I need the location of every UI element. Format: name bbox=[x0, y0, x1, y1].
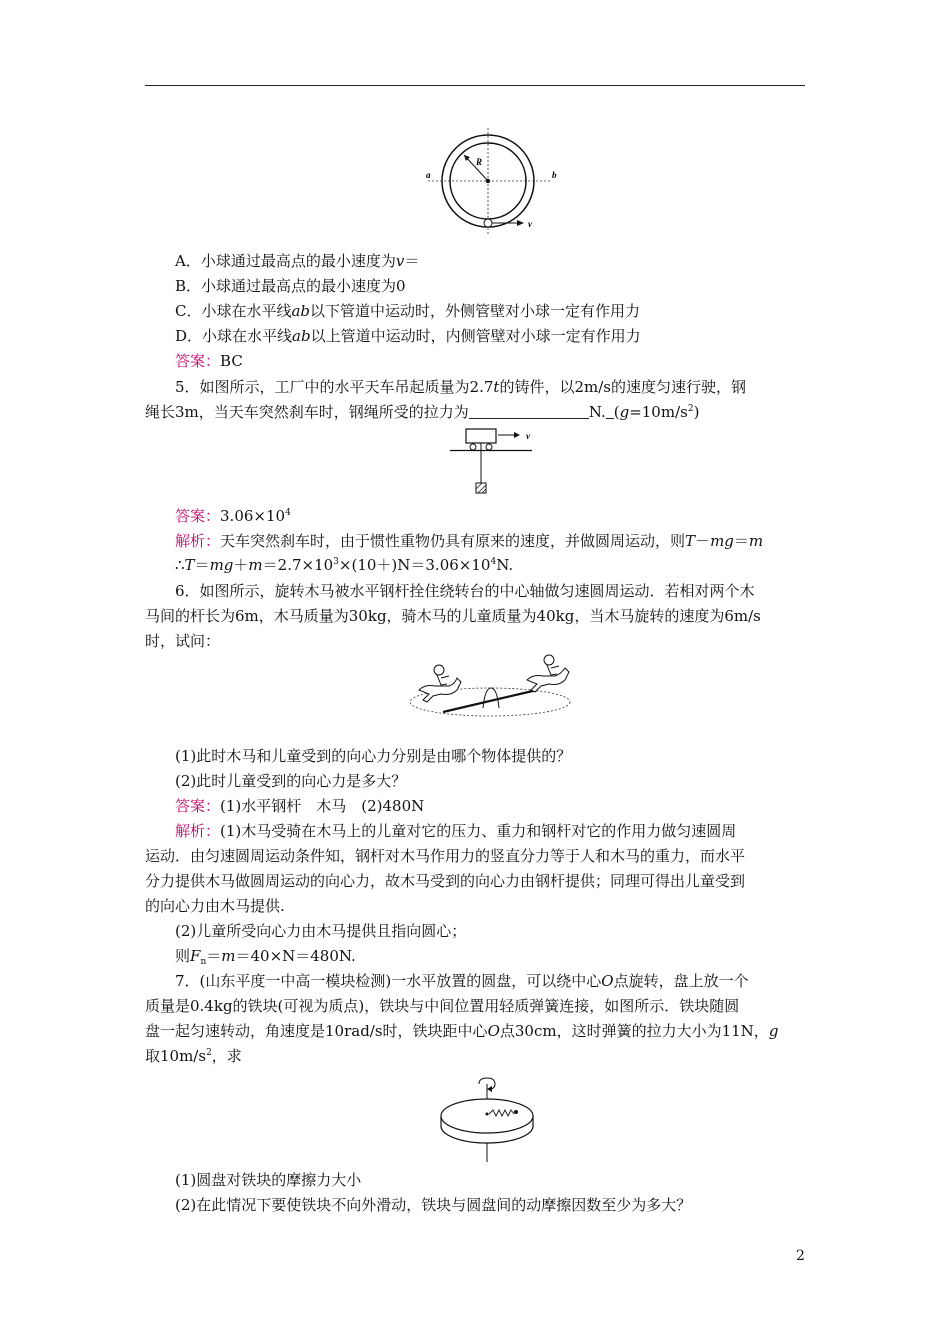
option-b: B．小球通过最高点的最小速度为0 bbox=[175, 277, 406, 295]
left-rider-body bbox=[437, 675, 449, 685]
q7-line1: 7．(山东平度一中高一模块检测)一水平放置的圆盘，可以绕中心O点旋转，盘上放一个 bbox=[175, 972, 749, 990]
q5-line2: 绳长3m，当天车突然刹车时，钢绳所受的拉力为 N. $(g=10m/s^2)$ bbox=[145, 403, 700, 421]
q6-analysis-line5: (2)儿童所受向心力由木马提供且指向圆心； bbox=[175, 922, 467, 940]
q6-analysis-line6: 则$F_n=m=40\times N=480N$. bbox=[175, 947, 356, 967]
q6-line1: 6．如图所示，旋转木马被水平钢杆拴住绕转台的中心轴做匀速圆周运动．若相对两个木 bbox=[175, 582, 755, 600]
page-number: 2 bbox=[796, 1248, 805, 1264]
blank-short bbox=[606, 404, 614, 419]
q7-line3: 盘一起匀速转动，角速度是10rad/s时，铁块距中心O点30cm，这时弹簧的拉力大小为11N，g bbox=[145, 1022, 779, 1040]
left-rider-head bbox=[434, 665, 444, 675]
q6-analysis-line2: 运动．由匀速圆周运动条件知，钢杆对木马作用力的竖直分力等于人和木马的重力，而水平 bbox=[145, 847, 746, 865]
crane-trolley-figure bbox=[448, 425, 548, 500]
header-rule bbox=[145, 85, 805, 86]
q6-analysis-line4: 的向心力由木马提供. bbox=[145, 897, 285, 915]
trolley-wheel-right bbox=[486, 444, 492, 450]
label-b: b bbox=[552, 170, 557, 180]
casting bbox=[476, 483, 486, 493]
option-d: D．小球在水平线ab以上管道中运动时，内侧管壁对小球一定有作用力 bbox=[175, 327, 641, 345]
label-v: v bbox=[528, 219, 532, 229]
disc-top bbox=[441, 1099, 533, 1133]
q6-line2: 马间的杆长为6m，木马质量为30kg，骑木马的儿童质量为40kg，当木马旋转的速度为6m/s bbox=[145, 607, 761, 625]
label-R: R bbox=[476, 157, 483, 167]
rotating-disc-figure bbox=[435, 1070, 545, 1165]
trolley-body bbox=[466, 429, 496, 443]
iron-block bbox=[514, 1110, 518, 1114]
q7-sub2: (2)在此情况下要使铁块不向外滑动，铁块与圆盘间的动摩擦因数至少为多大？ bbox=[175, 1196, 692, 1214]
q6-analysis-line1: 解析：(1)木马受骑在木马上的儿童对它的压力、重力和钢杆对它的作用力做匀速圆周 bbox=[175, 822, 737, 840]
q5-answer: 答案：$3.06\times 10^4$ bbox=[175, 507, 291, 525]
disc-center-O bbox=[486, 1113, 489, 1116]
option-c: C．小球在水平线ab以下管道中运动时，外侧管壁对小球一定有作用力 bbox=[175, 302, 641, 320]
right-horse bbox=[527, 668, 569, 692]
q6-answer: 答案：(1)水平钢杆 木马 (2)480N bbox=[175, 797, 425, 815]
carousel-figure bbox=[405, 650, 585, 720]
right-rider-body bbox=[547, 665, 559, 675]
q7-line4: 取$10m/s^2$，求 bbox=[145, 1047, 242, 1065]
q5-analysis-line1: 解析：天车突然刹车时，由于惯性重物仍具有原来的速度，并做圆周运动，则T－mg＝m bbox=[175, 532, 764, 550]
right-rider-head bbox=[544, 655, 554, 665]
option-a: A．小球通过最高点的最小速度为v＝ bbox=[175, 252, 420, 270]
trolley-wheel-left bbox=[470, 444, 476, 450]
q5-line1: 5．如图所示，工厂中的水平天车吊起质量为2.7t的铸件，以2m/s的速度匀速行驶，钢 bbox=[175, 378, 746, 396]
q5-analysis-line2: $\therefore T=mg+m=2.7\times 10^3\times(10+)N=3.06\times 10^4N$. bbox=[175, 556, 514, 574]
rotation-arrowhead bbox=[487, 1086, 492, 1092]
q4-answer: 答案：BC bbox=[175, 352, 243, 370]
center-axle bbox=[483, 688, 499, 708]
q6-line3: 时，试问： bbox=[145, 632, 221, 650]
ball bbox=[484, 219, 492, 227]
q7-sub1: (1)圆盘对铁块的摩擦力大小 bbox=[175, 1171, 362, 1189]
q6-sub1: (1)此时木马和儿童受到的向心力分别是由哪个物体提供的？ bbox=[175, 747, 572, 765]
answer-blank bbox=[469, 404, 589, 419]
label-a: a bbox=[426, 170, 431, 180]
q6-analysis-line3: 分力提供木马做圆周运动的向心力，故木马受到的向心力由钢杆提供；同理可得出儿童受到 bbox=[145, 872, 746, 890]
trolley-velocity-arrowhead bbox=[514, 432, 520, 438]
circular-tube-figure bbox=[420, 125, 570, 240]
q7-line2: 质量是0.4kg的铁块(可视为质点)，铁块与中间位置用轻质弹簧连接，如图所示．铁块随圆 bbox=[145, 997, 740, 1015]
label-v-trolley: v bbox=[526, 431, 530, 441]
velocity-arrowhead bbox=[517, 220, 524, 226]
q6-sub2: (2)此时儿童受到的向心力是多大？ bbox=[175, 772, 407, 790]
